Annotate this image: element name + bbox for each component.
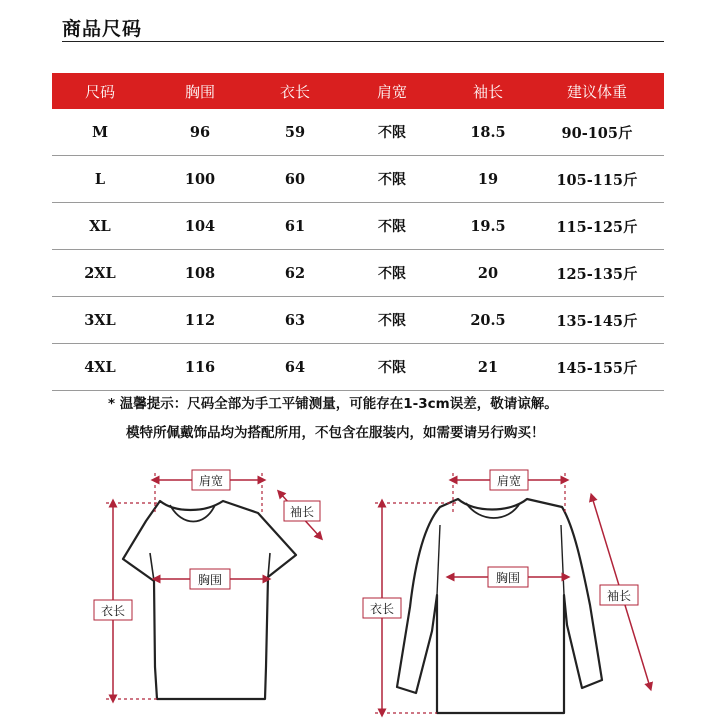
cell-shoulder: 不限	[378, 360, 406, 376]
longsleeve-length-label: 衣长	[369, 602, 395, 616]
cell-sleeve: 18.5	[470, 123, 506, 141]
cell-sleeve: 20.5	[470, 311, 506, 329]
table-row	[52, 250, 664, 297]
table-row	[52, 203, 664, 250]
table-row	[52, 109, 664, 156]
title-divider	[62, 41, 664, 42]
accessory-note: 模特所佩戴饰品均为搭配所用，不包含在服装内，如需要请另行购买！	[126, 425, 545, 441]
table-row	[52, 156, 664, 203]
longsleeve-outline	[397, 499, 602, 713]
cell-chest: 108	[184, 264, 216, 282]
cell-shoulder: 不限	[378, 219, 406, 235]
longsleeve-shoulder-label: 肩宽	[496, 474, 522, 488]
tshirt-sleeve-label: 袖长	[289, 505, 315, 519]
cell-weight: 135-145斤	[556, 312, 638, 330]
cell-weight: 90-105斤	[561, 124, 633, 142]
cell-shoulder: 不限	[378, 266, 406, 282]
cell-shoulder: 不限	[378, 125, 406, 141]
cell-length: 59	[284, 123, 306, 141]
cell-size: 3XL	[84, 311, 116, 329]
measurement-diagram	[0, 455, 726, 726]
header-size: 尺码	[84, 82, 115, 101]
size-table	[52, 73, 664, 391]
cell-chest: 100	[184, 170, 216, 188]
tshirt-length-label: 衣长	[100, 604, 126, 618]
header-sleeve: 袖长	[472, 82, 503, 101]
header-shoulder: 肩宽	[376, 82, 407, 101]
cell-sleeve: 20	[477, 264, 499, 282]
table-row	[52, 297, 664, 344]
cell-sleeve: 19.5	[470, 217, 506, 235]
table-header	[52, 73, 664, 109]
header-chest: 胸围	[184, 82, 215, 101]
cell-length: 60	[284, 170, 306, 188]
cell-size: M	[91, 123, 109, 141]
cell-shoulder: 不限	[378, 313, 406, 329]
tshirt-shoulder-label: 肩宽	[198, 474, 224, 488]
cell-length: 63	[284, 311, 306, 329]
cell-length: 62	[284, 264, 306, 282]
longsleeve-chest-label: 胸围	[495, 571, 521, 585]
cell-sleeve: 21	[477, 358, 499, 376]
longsleeve-diagram	[363, 470, 650, 713]
cell-weight: 125-135斤	[556, 265, 638, 283]
cell-length: 61	[284, 217, 306, 235]
tshirt-chest-label: 胸围	[197, 573, 223, 587]
tshirt-outline	[123, 501, 296, 699]
longsleeve-sleeve-label: 袖长	[606, 589, 632, 603]
table-row	[52, 344, 664, 391]
cell-chest: 112	[184, 311, 216, 329]
tshirt-diagram	[94, 470, 320, 699]
cell-weight: 105-115斤	[556, 171, 638, 189]
cell-chest: 96	[189, 123, 211, 141]
cell-size: XL	[89, 217, 111, 235]
tip-note: * 温馨提示：尺码全部为手工平铺测量，可能存在1-3cm误差，敬请谅解。	[108, 396, 558, 412]
page-title: 商品尺码	[62, 18, 143, 40]
cell-sleeve: 19	[477, 170, 499, 188]
cell-size: L	[94, 170, 106, 188]
cell-size: 4XL	[84, 358, 116, 376]
header-length: 衣长	[279, 82, 310, 101]
header-weight: 建议体重	[566, 82, 627, 101]
cell-chest: 104	[184, 217, 216, 235]
cell-weight: 145-155斤	[556, 359, 638, 377]
cell-chest: 116	[184, 358, 216, 376]
cell-weight: 115-125斤	[556, 218, 638, 236]
cell-shoulder: 不限	[378, 172, 406, 188]
cell-size: 2XL	[84, 264, 116, 282]
cell-length: 64	[284, 358, 306, 376]
